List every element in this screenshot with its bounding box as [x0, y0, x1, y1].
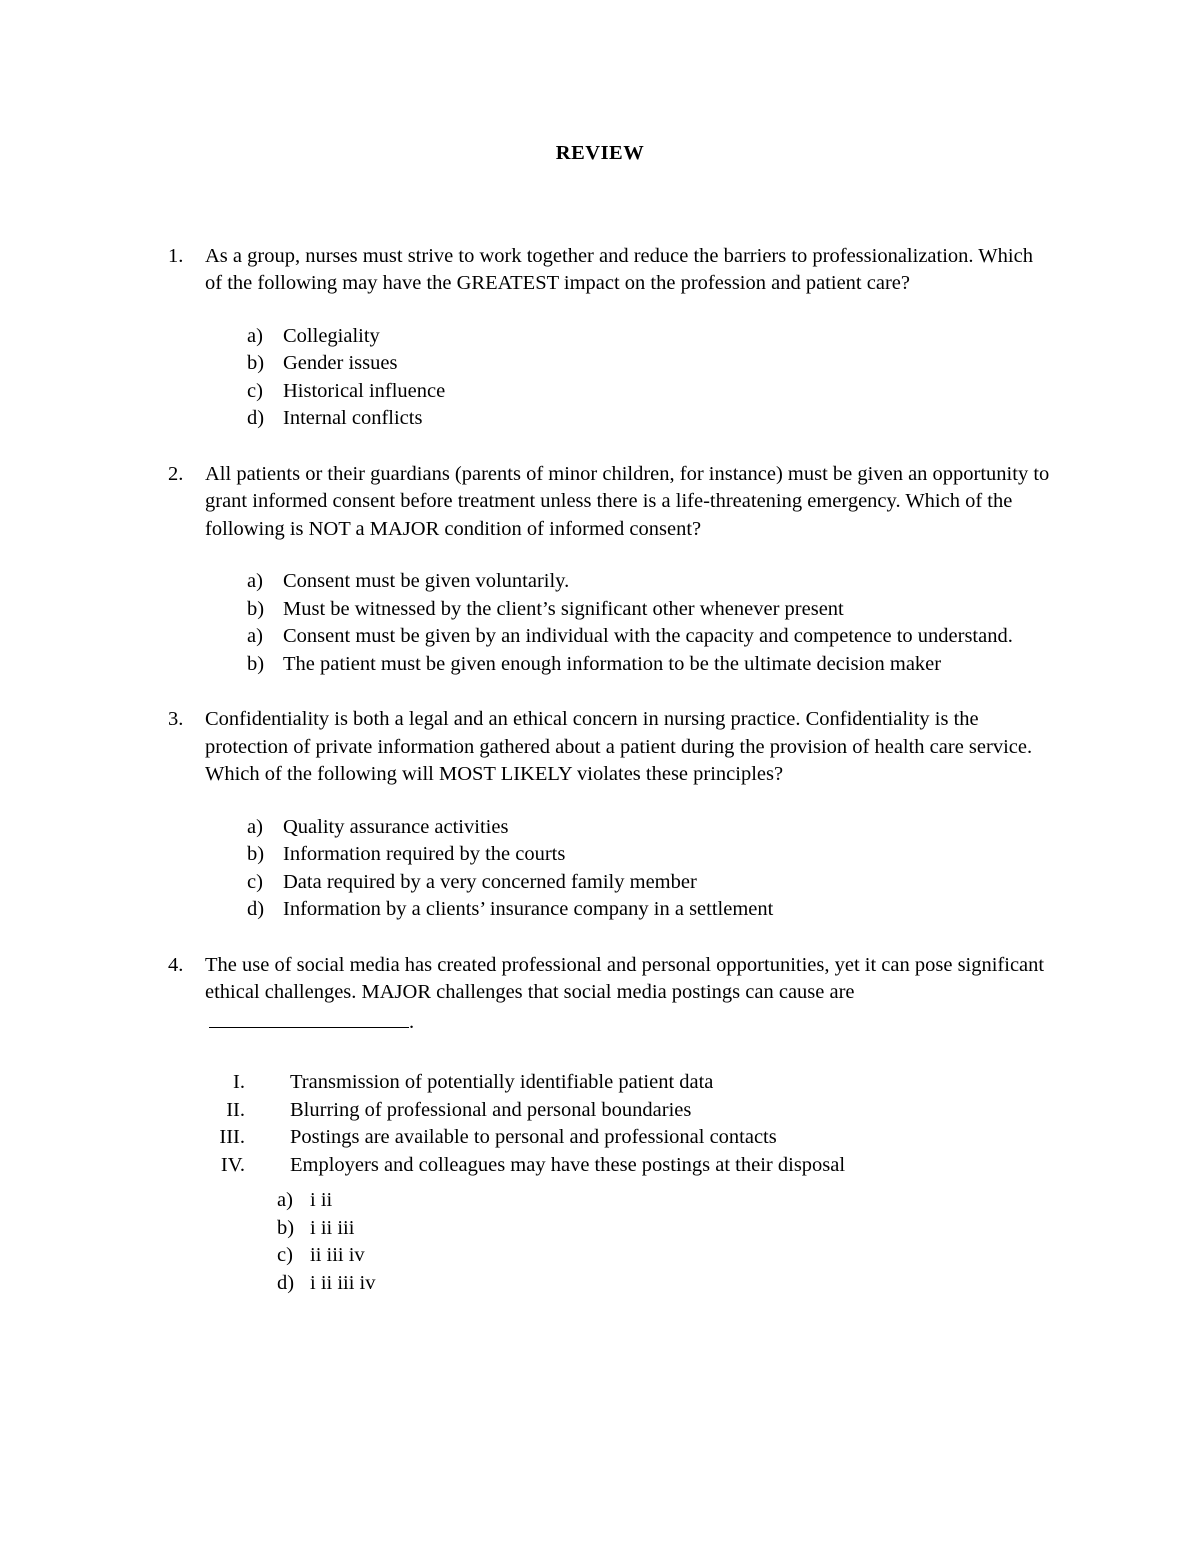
question-1-option-a: [205, 323, 1050, 351]
question-2-text: All patients or their guardians (parents of minor children, for instance) must be given an opportunity to grant informed consent before treatment unless there is a life-threatening emergency. Which of the following is NOT a MAJOR condition of informed consent?: [205, 462, 1050, 540]
roman-numeral: I.: [233, 1071, 245, 1093]
question-3: [168, 706, 1200, 924]
option-text: The patient must be given enough information to be the ultimate decision maker: [283, 652, 942, 675]
option-label: a): [247, 570, 263, 592]
question-1-option-b: [205, 350, 1050, 378]
option-label: a): [247, 324, 263, 347]
option-text: Internal conflicts: [283, 407, 423, 429]
roman-item-1: [205, 1069, 1050, 1097]
question-4-options: [205, 1187, 1050, 1297]
question-1-number: 1.: [168, 244, 184, 267]
question-1-options: [205, 323, 1050, 433]
question-2-options: [205, 568, 1050, 678]
question-3-number: 3.: [168, 708, 184, 730]
option-text: i ii: [310, 1189, 333, 1211]
question-2-option-a: [205, 568, 1050, 596]
option-text: Information required by the courts: [283, 843, 566, 865]
question-2-option-b2: [205, 651, 1050, 679]
roman-numeral: III.: [219, 1126, 245, 1148]
question-3-option-d: [205, 896, 1050, 924]
question-3-option-b: [205, 841, 1050, 869]
question-2-number: 2.: [168, 462, 184, 485]
option-label: b): [247, 597, 265, 620]
option-label: c): [247, 379, 263, 402]
option-label: b): [247, 843, 265, 865]
option-text: Information by a clients’ insurance company in a settlement: [283, 898, 774, 920]
option-label: b): [247, 352, 265, 374]
option-label: b): [277, 1216, 295, 1239]
question-2-option-b: [205, 596, 1050, 624]
question-1-option-c: [205, 378, 1050, 406]
option-label: c): [247, 870, 263, 893]
question-4-option-c: [205, 1242, 1050, 1270]
question-4-text: [205, 952, 1050, 1037]
question-4-option-a: [205, 1187, 1050, 1215]
page-title: REVIEW: [555, 142, 645, 164]
option-label: c): [277, 1244, 293, 1266]
option-label: b): [247, 652, 265, 675]
fill-in-blank-line: [209, 1007, 409, 1028]
option-text: ii iii iv: [310, 1244, 365, 1266]
option-label: a): [277, 1189, 293, 1211]
option-text: Historical influence: [283, 379, 446, 402]
question-2: [168, 461, 1200, 679]
option-text: Data required by a very concerned family member: [283, 870, 697, 893]
question-3-option-a: [205, 814, 1050, 842]
option-label: d): [277, 1271, 295, 1294]
option-text: Consent must be given voluntarily.: [283, 570, 570, 592]
option-text: Consent must be given by an individual with the capacity and competence to understand.: [283, 625, 1013, 647]
question-4-option-b: [205, 1215, 1050, 1243]
question-3-text: Confidentiality is both a legal and an ethical concern in nursing practice. Confidentiality is the protection of private information gathered about a patient during the provision of health care service. Which of the following will MOST LIKELY violates these principles?: [205, 708, 1033, 785]
question-4-text-before-blank: The use of social media has created professional and personal opportunities, yet it can pose significant ethical challenges. MAJOR challenges that social media postings can cause are: [205, 953, 1045, 1003]
question-4: [168, 952, 1200, 1298]
option-label: d): [247, 898, 265, 920]
roman-item-text: Postings are available to personal and professional contacts: [290, 1126, 777, 1148]
option-text: Gender issues: [283, 352, 398, 374]
option-text: i ii iii: [310, 1216, 355, 1239]
question-2-option-a2: [205, 623, 1050, 651]
roman-numeral: II.: [226, 1098, 245, 1121]
roman-item-text: Employers and colleagues may have these postings at their disposal: [290, 1153, 846, 1176]
question-3-body: [205, 706, 1050, 924]
option-text: Collegiality: [283, 324, 380, 347]
roman-item-2: [205, 1097, 1050, 1125]
question-1-body: [205, 243, 1050, 433]
option-label: a): [247, 815, 263, 838]
question-4-blank-suffix: .: [409, 1010, 415, 1033]
question-3-option-c: [205, 869, 1050, 897]
question-1: [168, 243, 1200, 433]
question-2-body: [205, 461, 1050, 679]
question-4-roman-list: [205, 1069, 1050, 1179]
question-3-options: [205, 814, 1050, 924]
question-4-option-d: [205, 1270, 1050, 1298]
question-1-option-d: [205, 405, 1050, 433]
question-1-text: As a group, nurses must strive to work together and reduce the barriers to professionalization. Which of the following may have the GREATEST impact on the profession and patient care?: [205, 244, 1033, 294]
option-text: i ii iii iv: [310, 1271, 376, 1294]
option-text: Must be witnessed by the client’s significant other whenever present: [283, 597, 844, 620]
question-4-body: [205, 952, 1050, 1298]
question-4-number: 4.: [168, 953, 184, 976]
option-text: Quality assurance activities: [283, 815, 509, 838]
roman-item-text: Blurring of professional and personal boundaries: [290, 1098, 692, 1121]
option-label: a): [247, 625, 263, 647]
roman-numeral: IV.: [220, 1153, 245, 1176]
roman-item-text: Transmission of potentially identifiable patient data: [290, 1071, 714, 1093]
roman-item-4: [205, 1152, 1050, 1180]
roman-item-3: [205, 1124, 1050, 1152]
option-label: d): [247, 407, 265, 429]
